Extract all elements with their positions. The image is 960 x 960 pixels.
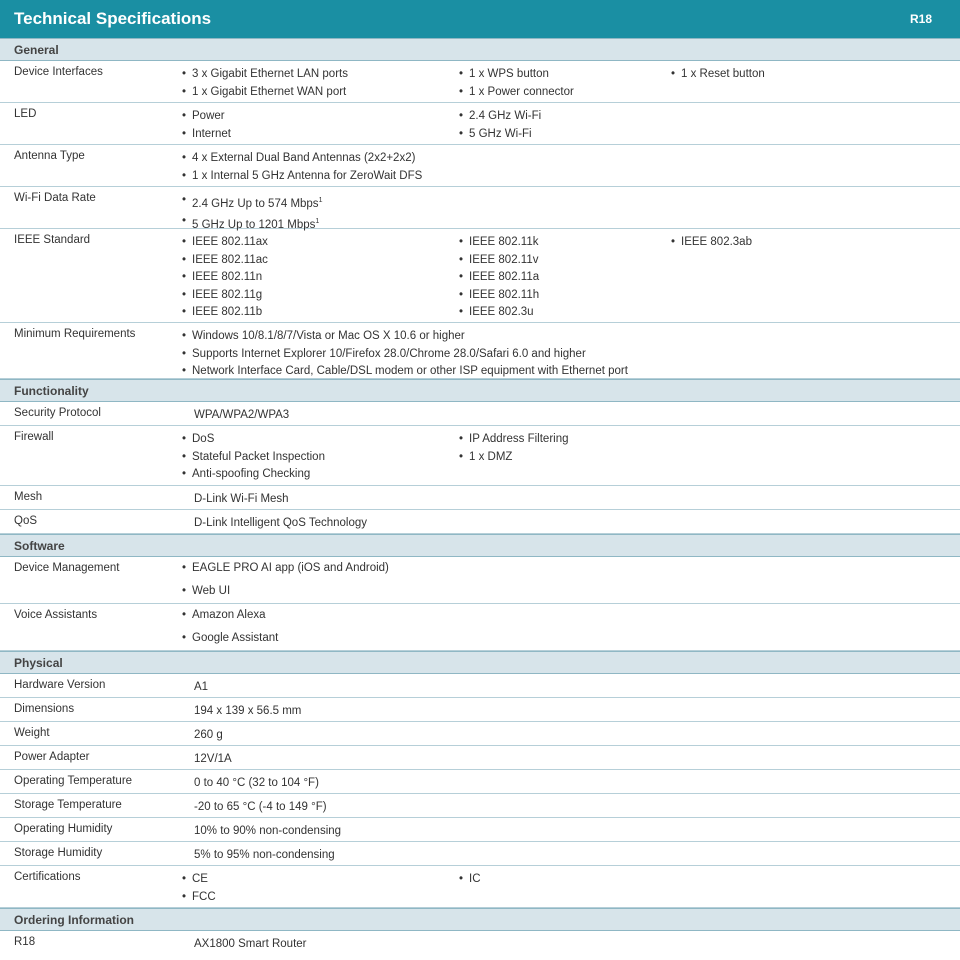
spec-label: Device Interfaces [14,66,103,78]
list-item [180,213,960,234]
spec-label: Mesh [14,491,43,503]
spec-value: 194 x 139 x 56.5 mm [194,705,302,717]
spec-label: Operating Temperature [14,775,133,787]
spec-label: Storage Humidity [14,847,103,859]
list-item: • EAGLE PRO AI app (iOS and Android) [180,557,960,580]
list-item: • IEEE 802.3u [457,304,669,322]
list-item: • Power [180,108,457,126]
list-item: • IEEE 802.11v [457,252,669,270]
spec-row-qos [0,510,960,534]
list-item: • IEEE 802.11g [180,287,457,305]
spec-value: 260 g [194,729,223,741]
list-item: • IEEE 802.11ax [180,234,457,252]
list-item: • CE [180,871,457,889]
list-item: • Network Interface Card, Cable/DSL modem or other ISP equipment with Ethernet port [180,363,960,381]
spec-row-operating-humidity [0,818,960,842]
spec-row-wifi-data-rate [0,187,960,232]
spec-label: R18 [14,936,36,948]
spec-label: IEEE Standard [14,234,91,246]
spec-row-minimum-requirements [0,323,960,379]
spec-row-mesh [0,486,960,510]
spec-row-firewall [0,426,960,486]
spec-label: Power Adapter [14,751,90,763]
list-item: • 1 x WPS button [457,66,669,84]
spec-row-storage-temperature [0,794,960,818]
spec-row-security-protocol [0,402,960,426]
spec-row-ieee-standard [0,229,960,323]
spec-row-dimensions [0,698,960,722]
spec-label: Weight [14,727,50,739]
spec-row-antenna-type [0,145,960,187]
spec-label: Operating Humidity [14,823,113,835]
spec-row-led [0,103,960,145]
spec-row-certifications [0,866,960,908]
list-item: • 1 x Gigabit Ethernet WAN port [180,84,457,102]
spec-label: Security Protocol [14,407,101,419]
spec-row-weight [0,722,960,746]
spec-row-device-management [0,557,960,604]
list-item: • IC [457,871,669,889]
list-item: • Web UI [180,580,960,603]
spec-row-device-interfaces [0,61,960,103]
spec-row-power-adapter [0,746,960,770]
spec-value: -20 to 65 °C (-4 to 149 °F) [194,801,327,813]
spec-value: 10% to 90% non-condensing [194,825,342,837]
list-item: • IEEE 802.11b [180,304,457,322]
list-item: • Anti-spoofing Checking [180,466,457,484]
list-item: • Supports Internet Explorer 10/Firefox 28.0/Chrome 28.0/Safari 6.0 and higher [180,346,960,364]
section-ordering-information: Ordering Information [0,908,960,931]
spec-row-operating-temperature [0,770,960,794]
spec-value: D-Link Intelligent QoS Technology [194,517,368,529]
page-title: Technical Specifications [14,9,212,28]
list-item: • 2.4 GHz Wi-Fi [457,108,669,126]
spec-value: 0 to 40 °C (32 to 104 °F) [194,777,319,789]
list-item: • Google Assistant [180,627,960,650]
spec-label: Hardware Version [14,679,106,691]
list-item: • FCC [180,889,457,907]
list-item: • IP Address Filtering [457,431,669,449]
list-item: • 1 x DMZ [457,449,669,467]
list-item: • IEEE 802.11k [457,234,669,252]
spec-row-r18 [0,931,960,953]
spec-row-voice-assistants [0,604,960,651]
list-item: • IEEE 802.11h [457,287,669,305]
list-item: • Amazon Alexa [180,604,960,627]
spec-label: LED [14,108,37,120]
section-physical: Physical [0,651,960,674]
section-general: General [0,38,960,61]
list-item-text: 2.4 GHz Up to 574 Mbps [192,197,319,210]
spec-label: Wi-Fi Data Rate [14,192,96,204]
spec-label: Voice Assistants [14,609,98,621]
list-item: • DoS [180,431,457,449]
footnote-marker: 1 [315,218,320,226]
spec-value: WPA/WPA2/WPA3 [194,409,290,421]
list-item: • IEEE 802.11a [457,269,669,287]
list-item: • Stateful Packet Inspection [180,449,457,467]
list-item: • Internet [180,126,457,144]
list-item: • Windows 10/8.1/8/7/Vista or Mac OS X 10.6 or higher [180,328,960,346]
spec-label: QoS [14,515,38,527]
list-item-text: 5 GHz Up to 1201 Mbps [192,219,316,232]
spec-label: Storage Temperature [14,799,122,811]
list-item: • IEEE 802.11ac [180,252,457,270]
list-item: • 1 x Reset button [669,66,960,84]
spec-label: Antenna Type [14,150,85,162]
spec-value: AX1800 Smart Router [194,938,307,950]
spec-label: Minimum Requirements [14,328,136,340]
page-header [0,0,960,38]
list-item [180,192,960,213]
list-item: • 4 x External Dual Band Antennas (2x2+2x2) [180,150,960,168]
spec-label: Dimensions [14,703,75,715]
spec-value: 12V/1A [194,753,232,765]
list-item: • 3 x Gigabit Ethernet LAN ports [180,66,457,84]
spec-value: A1 [194,681,209,693]
footnote-marker: 1 [318,197,323,204]
spec-row-storage-humidity [0,842,960,866]
list-item: • IEEE 802.11n [180,269,457,287]
list-item: • 5 GHz Wi-Fi [457,126,669,144]
list-item: • 1 x Internal 5 GHz Antenna for ZeroWait DFS [180,168,960,186]
spec-label: Firewall [14,431,54,443]
list-item: • 1 x Power connector [457,84,669,102]
list-item: • IEEE 802.3ab [669,234,960,252]
spec-value: 5% to 95% non-condensing [194,849,335,861]
spec-value: D-Link Wi-Fi Mesh [194,493,289,505]
model-badge: R18 [909,12,932,26]
spec-row-hardware-version [0,674,960,698]
spec-label: Certifications [14,871,81,883]
section-software: Software [0,534,960,557]
section-functionality: Functionality [0,379,960,402]
spec-label: Device Management [14,562,120,574]
